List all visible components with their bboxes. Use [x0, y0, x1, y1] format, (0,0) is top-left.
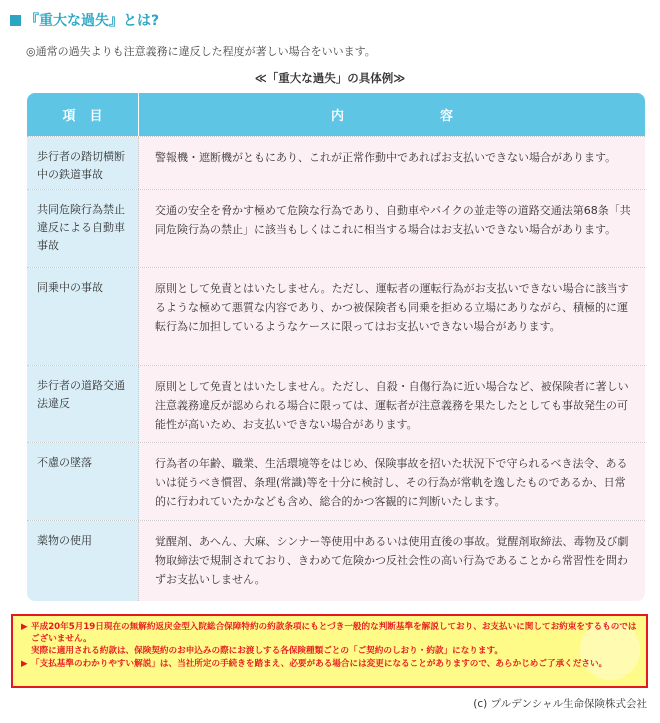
notice-box — [11, 614, 648, 688]
examples-table — [27, 93, 645, 601]
notice-text-1: 平成20年5月19日現在の無解約返戻金型入院総合保障特約の約款条項にもとづき一般的な判断基準を解説しており、お支払いに関してお約束をするものではございません。 — [31, 622, 637, 644]
notice-text-2: 実際に適用される約款は、保険契約のお申込みの際にお渡しする各保険種類ごとの「ご契約のしおり・約款」になります。 — [31, 646, 503, 656]
row-content: 原則として免責とはいたしません。ただし、運転者の運転行為がお支払いできない場合に該当するような極めて悪質な内容であり、かつ被保険者も同乗を拒める立場にありながら、積極的に運転行為に加担しているようなケースに限ってはお支払いできない場合があります。 — [139, 268, 645, 365]
row-item: 歩行者の踏切横断中の鉄道事故 — [27, 137, 139, 189]
row-content: 原則として免責とはいたしません。ただし、自殺・自傷行為に近い場合など、被保険者に著しい注意義務違反が認められる場合に限っては、運転者が注意義務を果たしたとしても事故発生の可能性が高いため、お支払いできない場合があります。 — [139, 366, 645, 442]
header-content: 内容 — [330, 109, 549, 124]
row-content: 交通の安全を脅かす極めて危険な行為であり、自動車やバイクの並走等の道路交通法第68条「共同危険行為の禁止」に該当もしくはこれに相当する場合はお支払いできない場合があります。 — [139, 190, 645, 267]
row-item: 薬物の使用 — [27, 521, 139, 601]
table-row — [27, 442, 645, 520]
row-content: 覚醒剤、あへん、大麻、シンナー等使用中あるいは使用直後の事故。覚醒剤取締法、毒物及び劇物取締法で規制されており、きわめて危険かつ反社会性の高い行為であることから常習性を問わずお支払いしません。 — [139, 521, 645, 601]
row-content: 警報機・遮断機がともにあり、これが正常作動中であればお支払いできない場合があります。 — [139, 137, 645, 189]
heading-square-icon — [10, 15, 21, 26]
copyright: (c) プルデンシャル生命保険株式会社 — [473, 698, 647, 710]
header-item: 項目 — [27, 93, 139, 136]
table-caption: ≪「重大な過失」の具体例≫ — [254, 71, 406, 85]
row-item: 歩行者の道路交通法違反 — [27, 366, 139, 442]
notice-line — [21, 658, 638, 670]
table-row — [27, 365, 645, 442]
table-row — [27, 520, 645, 601]
table-row — [27, 189, 645, 267]
arrow-icon: ▶ — [21, 622, 28, 632]
table-row — [27, 136, 645, 189]
table-header — [27, 93, 645, 136]
notice-text-3: 「支払基準のわかりやすい解説」は、当社所定の手続きを踏まえ、必要がある場合には変更になることがありますので、あらかじめご了承ください。 — [31, 659, 608, 669]
heading-text: 『重大な過失』とは? — [25, 13, 160, 29]
notice-line — [21, 621, 638, 657]
row-item: 同乗中の事故 — [27, 268, 139, 365]
row-item: 不慮の墜落 — [27, 443, 139, 520]
row-item: 共同危険行為禁止違反による自動車事故 — [27, 190, 139, 267]
intro-text: ◎通常の過失よりも注意義務に違反した程度が著しい場合をいいます。 — [26, 45, 376, 58]
table-row — [27, 267, 645, 365]
row-content: 行為者の年齢、職業、生活環境等をはじめ、保険事故を招いた状況下で守られるべき法令、あるいは従うべき慣習、条理(常識)等を十分に検討し、その行為が常軌を逸したものであるか、日常的に行われていたかなども含め、総合的かつ客観的に判断いたします。 — [139, 443, 645, 520]
arrow-icon: ▶ — [21, 659, 28, 669]
section-heading — [10, 9, 159, 31]
